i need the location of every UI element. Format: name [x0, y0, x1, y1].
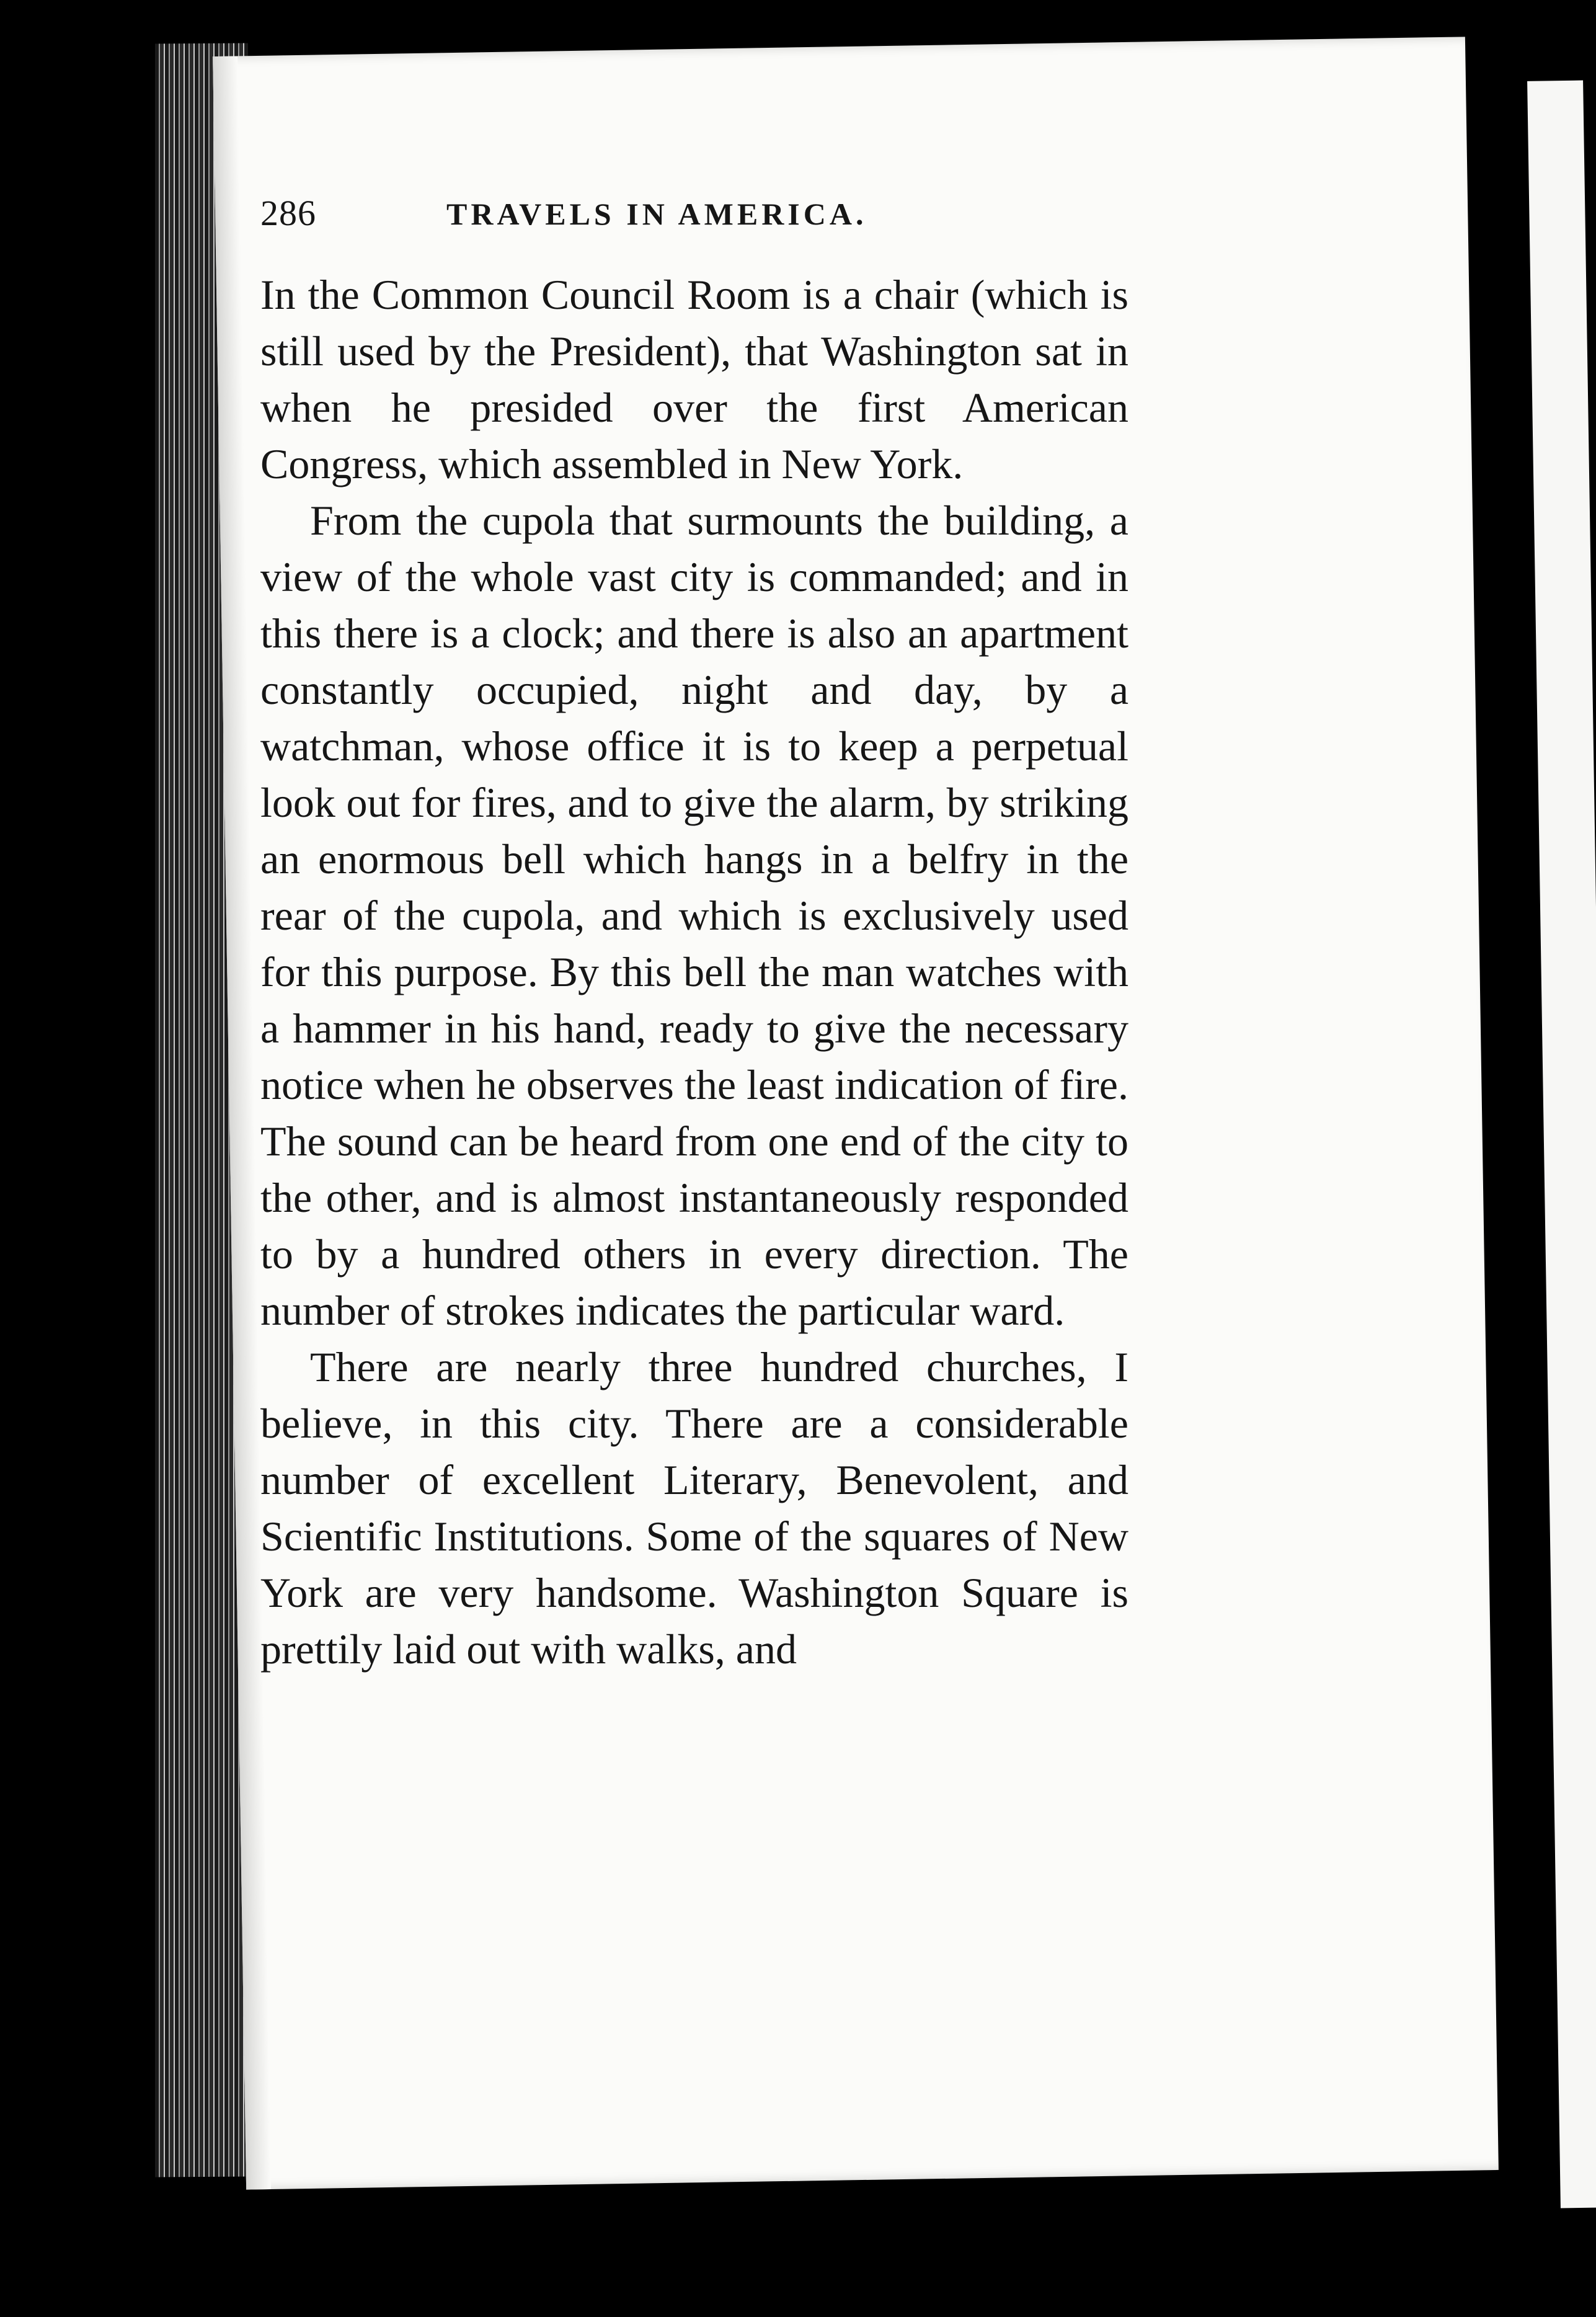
paragraph-2: From the cupola that surmounts the building, a view of the whole vast city is commanded; and in this there is a clock; and there is also an apartment constantly occupied, night and day, by a watchman, whose office it is to keep a perpetual look out for fires, and to give the alarm, by striking an enormous bell which hangs in a belfry in the rear of the cupola, and which is exclusively used for this purpose. By this bell the man watches with a hammer in his hand, ready to give the necessary notice when he observes the least indication of fire. The sound can be heard from one end of the city to the other, and is almost instantaneously responded to by a hundred others in every direction. The number of strokes indicates the particular ward. — [260, 497, 1128, 1334]
running-title: TRAVELS IN AMERICA. — [446, 197, 867, 231]
paragraph-3: There are nearly three hundred churches, I believe, in this city. There are a considerable number of excellent Literary, Benevolent, and Scientific Institutions. Some of the squares of New York are very handsome. Washington Square is prettily laid out with walks, and — [260, 1343, 1128, 1673]
page-content — [260, 186, 1128, 1678]
paragraph-1: In the Common Council Room is a chair (which is still used by the President), that Washington sat in when he presided over the first American Congress, which assembled in New York. — [260, 271, 1128, 487]
page-number: 286 — [260, 193, 316, 233]
page-header — [260, 186, 1128, 254]
